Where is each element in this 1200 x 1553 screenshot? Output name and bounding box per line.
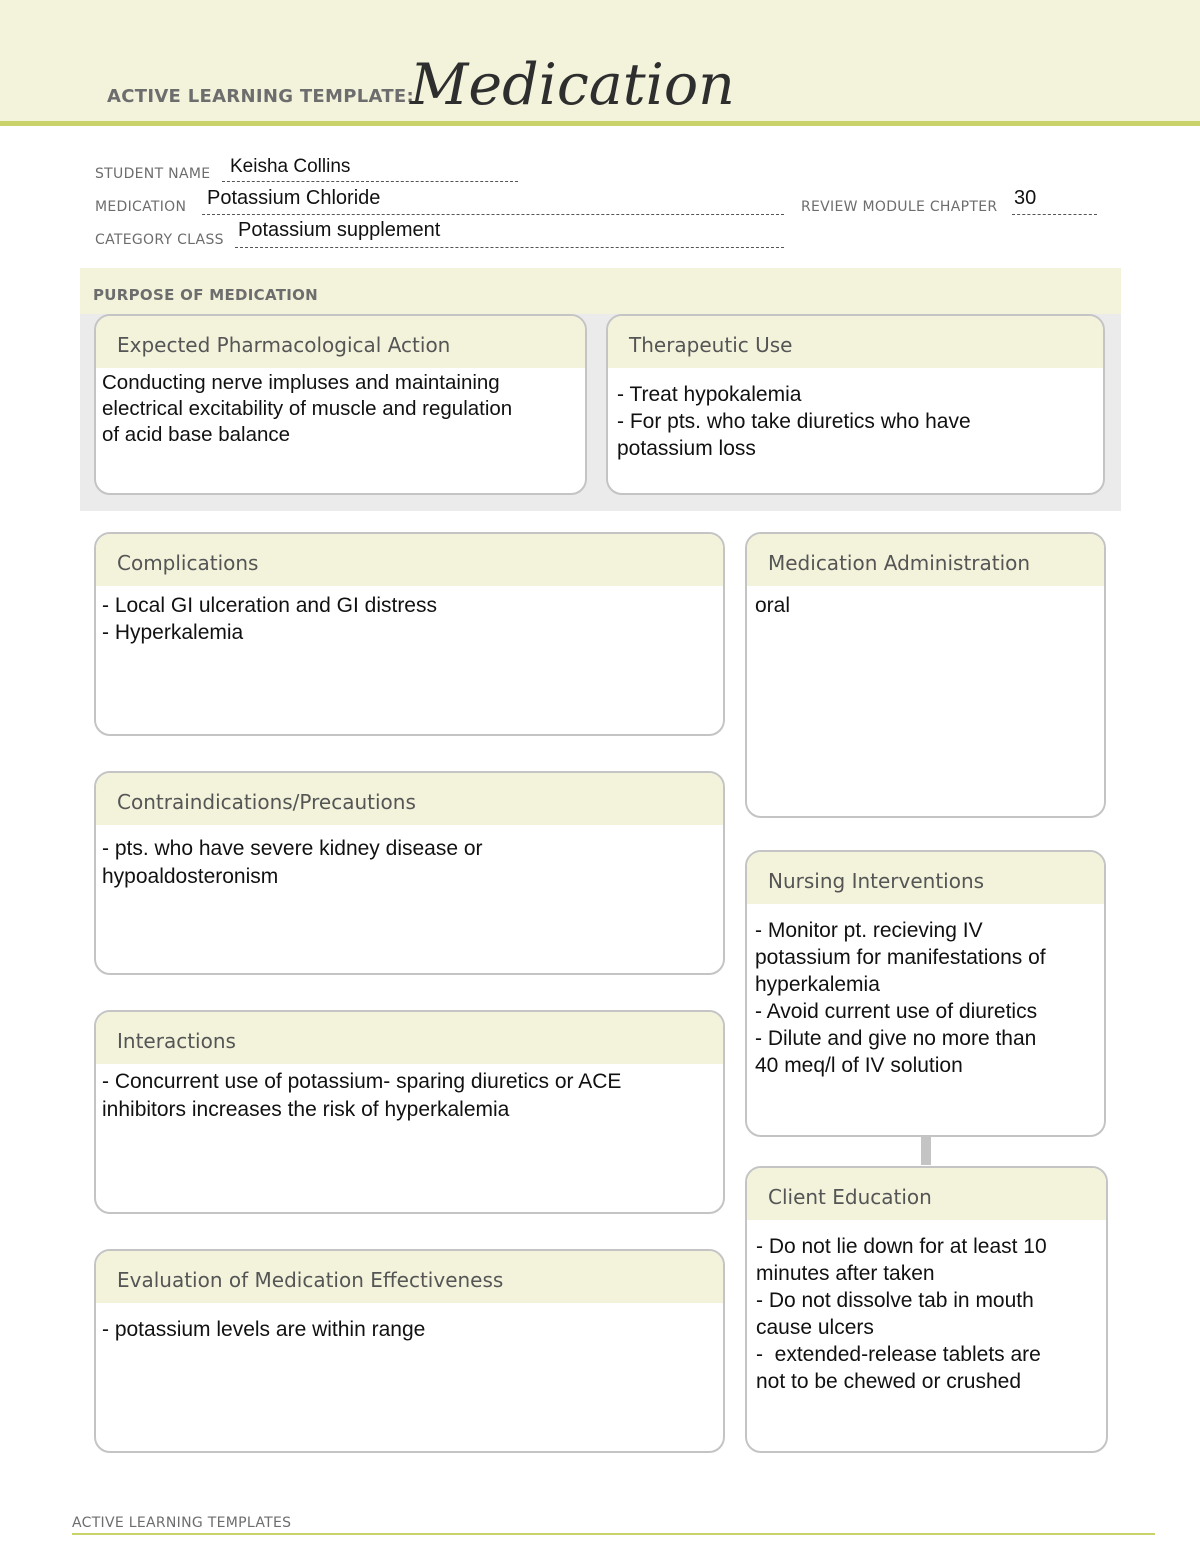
- administration-card: [745, 532, 1106, 818]
- contraindications-title: Contraindications/Precautions: [96, 773, 723, 825]
- text-line: - Do not lie down for at least 10: [756, 1235, 1047, 1258]
- nursing-interventions-text[interactable]: [747, 904, 1104, 1079]
- student-name-field[interactable]: Keisha Collins: [230, 156, 351, 177]
- footer-rule: [72, 1533, 1155, 1535]
- complications-title: Complications: [96, 534, 723, 586]
- review-module-field[interactable]: 30: [1014, 187, 1037, 209]
- page-title: Medication: [410, 52, 735, 118]
- category-class-label: CATEGORY CLASS: [95, 232, 224, 248]
- text-line: - Do not dissolve tab in mouth: [756, 1289, 1034, 1312]
- interactions-title: Interactions: [96, 1012, 723, 1064]
- text-line: Conducting nerve impluses and maintaining: [102, 371, 500, 394]
- expected-action-card: [94, 314, 587, 495]
- text-line: 40 meq/l of IV solution: [755, 1054, 963, 1077]
- text-line: - Monitor pt. recieving IV: [755, 919, 983, 942]
- text-line: potassium loss: [617, 437, 756, 460]
- therapeutic-use-card: [606, 314, 1105, 495]
- complications-card: [94, 532, 725, 736]
- category-class-line: [235, 247, 784, 248]
- medication-field[interactable]: Potassium Chloride: [207, 187, 381, 209]
- text-line: - Concurrent use of potassium- sparing diuretics or ACE: [102, 1070, 622, 1093]
- purpose-title: PURPOSE OF MEDICATION: [93, 286, 319, 304]
- expected-action-title: Expected Pharmacological Action: [96, 316, 585, 368]
- client-education-text[interactable]: [747, 1220, 1106, 1395]
- text-line: - Dilute and give no more than: [755, 1027, 1037, 1050]
- card-connector: [921, 1137, 931, 1165]
- student-name-label: STUDENT NAME: [95, 166, 211, 182]
- client-education-card: [745, 1166, 1108, 1453]
- category-class-field[interactable]: Potassium supplement: [238, 219, 441, 241]
- text-line: electrical excitability of muscle and regulation: [102, 397, 513, 420]
- text-line: - For pts. who take diuretics who have: [617, 410, 971, 433]
- review-module-line: [1012, 214, 1097, 215]
- text-line: minutes after taken: [756, 1262, 935, 1285]
- evaluation-title: Evaluation of Medication Effectiveness: [96, 1251, 723, 1303]
- footer-label: ACTIVE LEARNING TEMPLATES: [72, 1515, 292, 1531]
- text-line: - Treat hypokalemia: [617, 383, 802, 406]
- text-line: hyperkalemia: [755, 973, 880, 996]
- expected-action-text[interactable]: [96, 368, 585, 448]
- text-line: - extended-release tablets are: [756, 1343, 1041, 1366]
- evaluation-card: [94, 1249, 725, 1453]
- medication-line: [202, 214, 784, 215]
- text-line: - Hyperkalemia: [102, 621, 244, 644]
- student-name-line: [222, 181, 518, 182]
- contraindications-text[interactable]: [96, 825, 723, 891]
- header-rule: [0, 121, 1200, 126]
- text-line: not to be chewed or crushed: [756, 1370, 1022, 1393]
- interactions-card: [94, 1010, 725, 1214]
- text-line: - pts. who have severe kidney disease or: [102, 837, 483, 860]
- review-module-label: REVIEW MODULE CHAPTER: [801, 199, 998, 215]
- text-line: of acid base balance: [102, 423, 291, 446]
- nursing-interventions-title: Nursing Interventions: [747, 852, 1104, 904]
- therapeutic-use-text[interactable]: [608, 368, 1103, 462]
- administration-title: Medication Administration: [747, 534, 1104, 586]
- administration-text[interactable]: [747, 586, 1104, 619]
- template-label: ACTIVE LEARNING TEMPLATE:: [107, 86, 414, 107]
- text-line: hypoaldosteronism: [102, 865, 279, 888]
- contraindications-card: [94, 771, 725, 975]
- text-line: potassium for manifestations of: [755, 946, 1046, 969]
- evaluation-text[interactable]: [96, 1303, 723, 1343]
- text-line: - potassium levels are within range: [102, 1318, 426, 1341]
- interactions-text[interactable]: [96, 1064, 723, 1124]
- text-line: - Local GI ulceration and GI distress: [102, 594, 437, 617]
- text-line: inhibitors increases the risk of hyperkalemia: [102, 1098, 510, 1121]
- medication-label: MEDICATION: [95, 199, 187, 215]
- nursing-interventions-card: [745, 850, 1106, 1137]
- text-line: oral: [755, 594, 791, 617]
- client-education-title: Client Education: [747, 1168, 1106, 1220]
- text-line: - Avoid current use of diuretics: [755, 1000, 1038, 1023]
- text-line: cause ulcers: [756, 1316, 874, 1339]
- complications-text[interactable]: [96, 586, 723, 646]
- therapeutic-use-title: Therapeutic Use: [608, 316, 1103, 368]
